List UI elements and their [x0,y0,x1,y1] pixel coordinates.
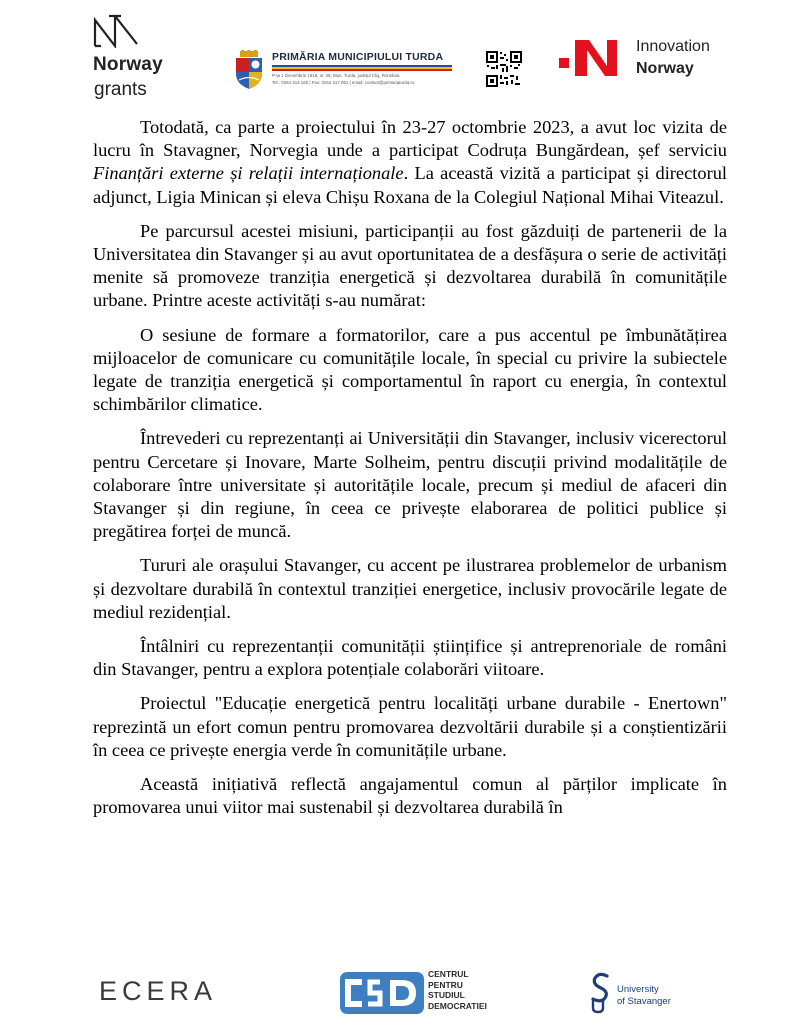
document-body [93,116,727,830]
innovation-norway-logo [555,36,745,86]
university-of-stavanger-logo [587,970,697,1016]
csd-logo [340,966,510,1022]
letterhead-stripe-red [272,69,452,71]
innovation-norway-word1: Innovation [636,38,710,55]
primaria-turda-letterhead [232,50,452,92]
paragraph-community-meetings: Întâlniri cu reprezentanții comunității științifice și antreprenoriale de români din Stavanger, pentru a explora potențiale colaborări viitoare. [93,636,727,680]
page-footer [0,960,791,1024]
ecera-logo: ECERA [99,976,218,1006]
primaria-contact: Tel.: 0264 313 160 | Fax: 0264 317 061 | email: contact@primariaturda.ro [272,80,415,85]
qr-code-icon [486,51,522,87]
norway-grants-mark-icon [93,14,139,48]
primaria-title: PRIMĂRIA MUNICIPIULUI TURDA [272,51,444,63]
csd-name: CENTRUL PENTRU STUDIUL DEMOCRATIEI [428,969,487,1011]
innovation-norway-mark-icon [555,36,619,80]
norway-grants-word2: grants [94,79,147,100]
paragraph-visit: Totodată, ca parte a proiectului în 23-27 octombrie 2023, a avut loc vizita de lucru în Stavagner, Norvegia unde a participat Codruța Bungărdean, șef serviciu Finanțări externe și relații internaționale. La această vizită a participat și directorul adjunct, Ligia Minican și eleva Chișu Roxana de la Colegiul Național Mihai Viteazul. [93,117,727,207]
norway-grants-word1: Norway [93,54,163,75]
uis-mark-icon [587,970,615,1014]
paragraph-enertown-project: Proiectul "Educație energetică pentru localități urbane durabile - Enertown" reprezintă un efort comun pentru promovarea dezvoltării durabile și a conștientizării în ceea ce privește energia verde în comunitățile urbane. [93,693,727,760]
paragraph-initiative: Această inițiativă reflectă angajamentul comun al părților implicate în promovarea unui viitor mai sustenabil și dezvoltarea durabilă în [93,774,727,818]
paragraph-city-tours: Tururi ale orașului Stavanger, cu accent pe ilustrarea problemelor de urbanism și dezvoltare durabilă în contextul tranziției energetice, inclusiv provocările legate de mediul rezidențial. [93,555,727,622]
department-name: Finanțări externe și relații internaționale [93,163,404,184]
norway-grants-logo [93,14,183,102]
paragraph-university-meetings: Întrevederi cu reprezentanți ai Universității din Stavanger, inclusiv vicerectorul pentru Cercetare și Inovare, Marte Solheim, pentru discuții privind modalitățile de colaborare între universitate și autoritățile locale, precum și mediul de afaceri din Stavanger și din regiune, în ceea ce privește elaborarea de politici publice și pregătirea forței de muncă. [93,428,727,542]
paragraph-training-session: O sesiune de formare a formatorilor, care a pus accentul pe îmbunătățirea mijloacelor de comunicare cu comunitățile locale, în special cu privire la subiectele legate de tranziția energetică și comportamentul în raport cu energia, în contextul schimbărilor climatice. [93,324,727,415]
page-header [0,0,791,110]
turda-coat-of-arms-icon [232,50,266,90]
uis-name: University of Stavanger [617,984,671,1007]
csd-mark-icon [340,972,424,1014]
primaria-address: P-ța 1 Decembrie 1918, nr. 28, Mun. Turda, județul Cluj, România [272,73,400,78]
innovation-norway-word2: Norway [636,60,694,77]
paragraph-mission: Pe parcursul acestei misiuni, participanții au fost găzduiți de partenerii de la Universitatea din Stavanger și au avut oportunitatea de a desfășura o serie de activități menite să promoveze tranziția energetică și dezvoltarea durabilă în comunitățile urbane. Printre aceste activități s-au numărat: [93,220,727,311]
